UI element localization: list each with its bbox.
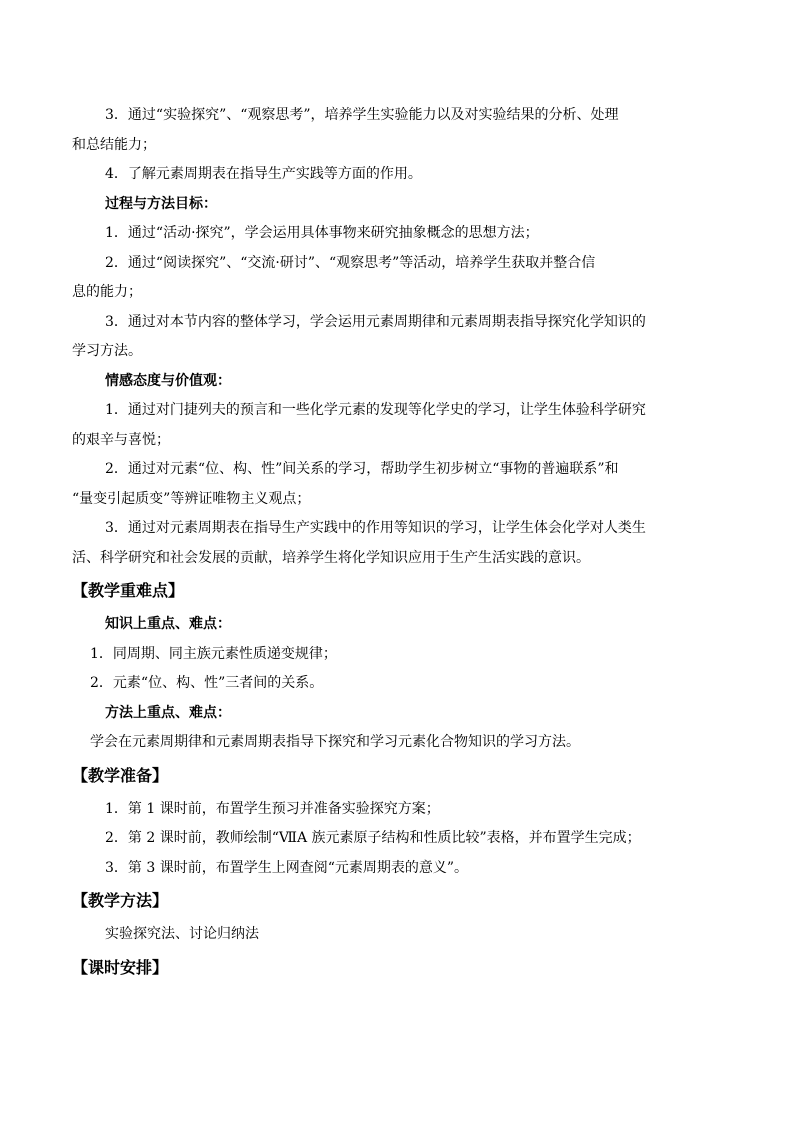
emotion-item-3-line1: 3．通过对元素周期表在指导生产实践中的作用等知识的学习，让学生体会化学对人类生 — [105, 520, 646, 536]
document-body — [72, 101, 722, 987]
process-item-3-line2: 学习方法。 — [72, 343, 142, 359]
preparation-item-3: 3．第 3 课时前，布置学生上网查阅“元素周期表的意义”。 — [105, 859, 469, 876]
method-key-title: 方法上重点、难点： — [105, 704, 231, 721]
emotion-item-1-line2: 的艰辛与喜悦； — [72, 431, 170, 448]
emotion-item-2-line2: “量变引起质变”等辨证唯物主义观点； — [72, 490, 311, 507]
schedule-heading: 【课时安排】 — [72, 957, 169, 977]
key-points-heading: 【教学重难点】 — [72, 581, 185, 600]
emotion-goal-title: 情感态度与价值观： — [105, 372, 231, 389]
methods-heading: 【教学方法】 — [72, 891, 169, 910]
methods-text: 实验探究法、讨论归纳法 — [105, 926, 259, 942]
emotion-item-3-line2: 活、科学研究和社会发展的贡献，培养学生将化学知识应用于生产生活实践的意识。 — [72, 549, 590, 566]
process-item-1-line1: 1．通过“活动·探究”，学会运用具体事物来研究抽象概念的思想方法； — [105, 225, 539, 241]
method-key-text: 学会在元素周期律和元素周期表指导下探究和学习元素化合物知识的学习方法。 — [90, 734, 580, 750]
preparation-heading: 【教学准备】 — [72, 765, 169, 785]
knowledge-key-item-1: 1．同周期、同主族元素性质递变规律； — [90, 645, 337, 662]
knowledge-key-title: 知识上重点、难点： — [105, 616, 231, 632]
preparation-item-1: 1．第 1 课时前，布置学生预习并准备实验探究方案； — [105, 800, 440, 817]
knowledge-key-item-2: 2．元素“位、构、性”三者间的关系。 — [90, 675, 324, 691]
knowledge-item-3-line2: 和总结能力； — [72, 136, 156, 153]
process-goal-title: 过程与方法目标： — [105, 195, 217, 212]
knowledge-item-3-line1: 3．通过“实验探究”、“观察思考”，培养学生实验能力以及对实验结果的分析、处理 — [105, 107, 619, 123]
knowledge-item-4-line1: 4．了解元素周期表在指导生产实践等方面的作用。 — [105, 166, 422, 182]
emotion-item-2-line1: 2．通过对元素“位、构、性”间关系的学习，帮助学生初步树立“事物的普遍联系”和 — [105, 461, 619, 477]
emotion-item-1-line1: 1．通过对门捷列夫的预言和一些化学元素的发现等化学史的学习，让学生体验科学研究 — [105, 402, 646, 418]
process-item-3-line1: 3．通过对本节内容的整体学习，学会运用元素周期律和元素周期表指导探究化学知识的 — [105, 313, 646, 330]
preparation-item-2: 2．第 2 课时前，教师绘制“ⅦA 族元素原子结构和性质比较”表格，并布置学生完成； — [105, 830, 641, 846]
process-item-2-line1: 2．通过“阅读探究”、“交流·研讨”、“观察思考”等活动，培养学生获取并整合信 — [105, 254, 596, 271]
process-item-2-line2: 息的能力； — [72, 284, 142, 300]
